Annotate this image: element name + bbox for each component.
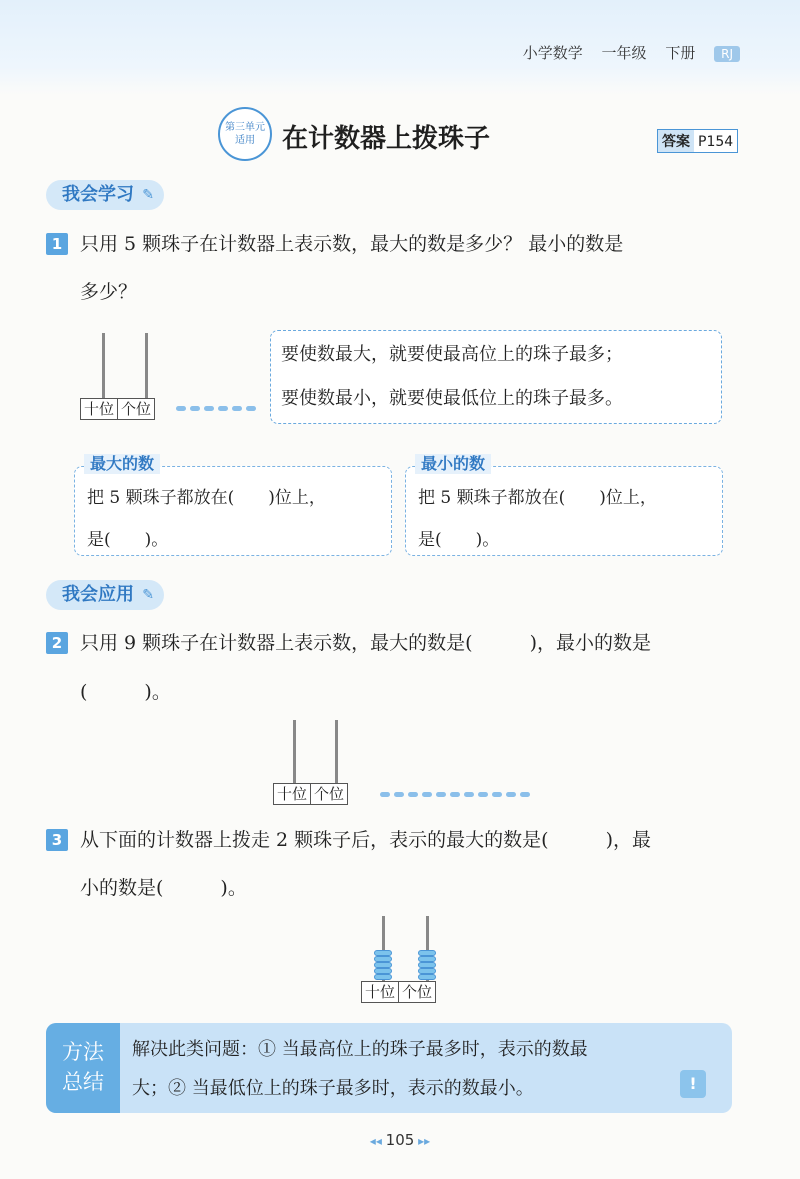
summary-text: [132, 1030, 588, 1108]
q1-tip-line2: 要使数最小，就要使最低位上的珠子最多。: [281, 388, 623, 409]
unit-badge-line2: 适用: [235, 135, 255, 146]
section-learn: [46, 180, 164, 210]
book-info: [509, 42, 740, 63]
dots-connector: [176, 406, 256, 411]
pencil-icon: ✎: [142, 187, 154, 203]
answer-ref: [657, 129, 738, 153]
page-number: 105: [385, 1131, 415, 1149]
abacus3-tens: 十位: [365, 983, 396, 1001]
q3-line2: 小的数是( )。: [80, 877, 247, 899]
subject: 小学数学: [522, 44, 583, 62]
abacus3-ones: 个位: [398, 982, 435, 1002]
q1-tip-line1: 要使数最大，就要使最高位上的珠子最多；: [281, 344, 623, 365]
q2-line2: ( )。: [80, 681, 171, 703]
abacus1-tens: 十位: [84, 400, 115, 418]
max-title: 最大的数: [84, 454, 160, 474]
max-number-box: [74, 466, 392, 556]
summary-label2: 总结: [62, 1070, 104, 1094]
abacus1-label: [80, 398, 155, 420]
right-arrows-icon: ▸▸: [414, 1134, 431, 1148]
section-apply: [46, 580, 164, 610]
abacus2-ones: 个位: [310, 784, 347, 804]
page-footer: [0, 1131, 800, 1149]
abacus1-ones: 个位: [117, 399, 154, 419]
unit-badge: [218, 107, 272, 161]
abacus2-label: [273, 783, 348, 805]
exclamation-icon: !: [680, 1070, 706, 1098]
q3-line1: 从下面的计数器上拨走 2 颗珠子后，表示的最大的数是( )，最: [80, 829, 651, 851]
q1-line2: 多少？: [80, 281, 138, 303]
abacus1-rod-ones: [145, 333, 148, 399]
pencil-icon: ✎: [142, 587, 154, 603]
summary-line1: 解决此类问题：① 当最高位上的珠子最多时，表示的数最: [132, 1039, 588, 1060]
min-number-box: [405, 466, 723, 556]
min-line2: 是( )。: [418, 530, 500, 550]
abacus1-rod-tens: [102, 333, 105, 399]
edition-badge: RJ: [714, 46, 740, 62]
section-apply-label: 我会应用: [62, 584, 134, 605]
q1-line1: 只用 5 颗珠子在计数器上表示数，最大的数是多少？ 最小的数是: [80, 233, 624, 255]
min-line1: 把 5 颗珠子都放在( )位上，: [418, 488, 657, 508]
grade: 一年级: [601, 44, 647, 62]
q2-line1: 只用 9 颗珠子在计数器上表示数，最大的数是( )，最小的数是: [80, 632, 651, 654]
min-title: 最小的数: [415, 454, 491, 474]
left-arrows-icon: ◂◂: [369, 1134, 386, 1148]
page-title: 在计数器上拨珠子: [282, 124, 491, 154]
q2-number: 2: [46, 632, 68, 654]
q3-number: 3: [46, 829, 68, 851]
summary-line2: 大；② 当最低位上的珠子最多时，表示的数最小。: [132, 1078, 534, 1099]
summary-label1: 方法: [62, 1040, 104, 1064]
dots-connector-2: [380, 792, 530, 797]
unit-badge-line1: 第三单元: [225, 122, 265, 133]
bead: [374, 974, 392, 980]
section-learn-label: 我会学习: [62, 184, 134, 205]
q1-tip-box: [270, 330, 722, 424]
abacus2-rod-tens: [293, 720, 296, 784]
volume: 下册: [665, 44, 696, 62]
answer-page: P154: [698, 134, 734, 150]
abacus2-tens: 十位: [277, 785, 308, 803]
max-line2: 是( )。: [87, 530, 169, 550]
max-line1: 把 5 颗珠子都放在( )位上，: [87, 488, 326, 508]
q1-number: 1: [46, 233, 68, 255]
bead: [418, 974, 436, 980]
abacus2-rod-ones: [335, 720, 338, 784]
answer-label: 答案: [658, 130, 694, 152]
abacus3-label: [361, 981, 436, 1003]
summary-label: [46, 1023, 120, 1113]
